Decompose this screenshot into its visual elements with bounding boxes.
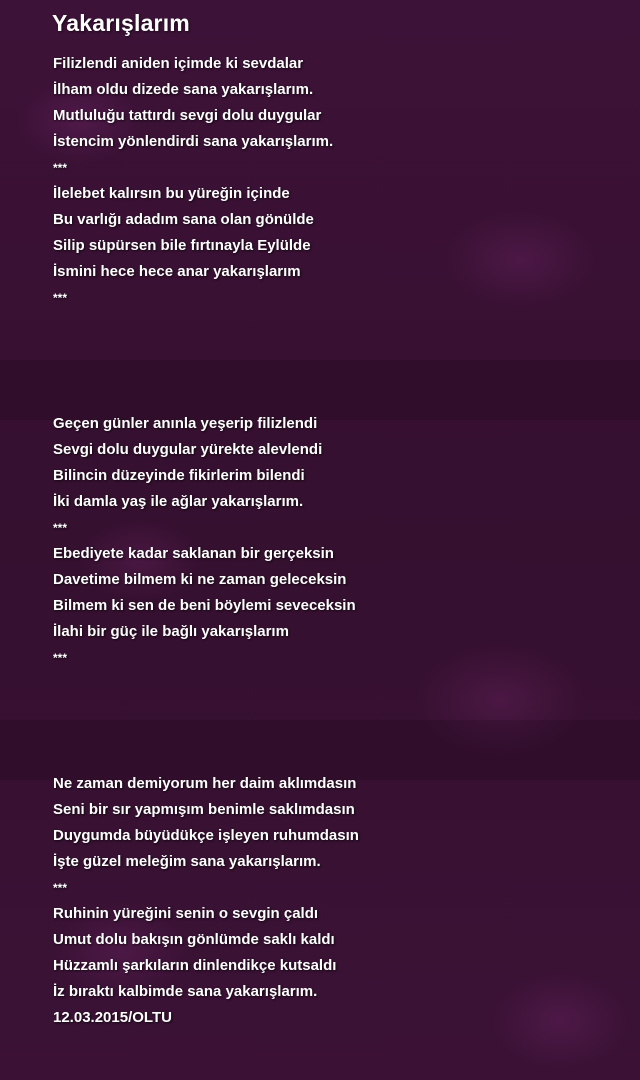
- poem-line: Seni bir sır yapmışım benimle saklımdasın: [53, 801, 355, 818]
- poem-line: Filizlendi aniden içimde ki sevdalar: [53, 55, 304, 72]
- poem-line: Hüzzamlı şarkıların dinlendikçe kutsaldı: [53, 957, 337, 974]
- poem-line: Duygumda büyüdükçe işleyen ruhumdasın: [53, 827, 359, 844]
- poem-line: Bilincin düzeyinde fikirlerim bilendi: [53, 467, 305, 484]
- poem-title: Yakarışlarım: [52, 10, 190, 36]
- poem-line: Bilmem ki sen de beni böylemi seveceksin: [53, 597, 356, 614]
- poem-line: İki damla yaş ile ağlar yakarışlarım.: [53, 493, 304, 510]
- poem-line: Geçen günler anınla yeşerip filizlendi: [53, 415, 318, 432]
- poem-block-3: [53, 771, 613, 1031]
- poem-line: Sevgi dolu duygular yürekte alevlendi: [53, 441, 323, 458]
- poem-line: İlelebet kalırsın bu yüreğin içinde: [53, 185, 290, 202]
- poem-line: İşte güzel meleğim sana yakarışlarım.: [53, 853, 321, 870]
- poem-line: Silip süpürsen bile fırtınayla Eylülde: [53, 237, 311, 254]
- poem-line: Ruhinin yüreğini senin o sevgin çaldı: [53, 905, 319, 922]
- poem-line: Ne zaman demiyorum her daim aklımdasın: [53, 775, 357, 792]
- poem-line: Bu varlığı adadım sana olan gönülde: [53, 211, 314, 228]
- stanza-separator: ***: [53, 651, 68, 665]
- poem-block-1: [53, 51, 613, 311]
- poem-line: İsmini hece hece anar yakarışlarım: [53, 263, 301, 280]
- poem-line: Umut dolu bakışın gönlümde saklı kaldı: [53, 931, 335, 948]
- poem-line: Davetime bilmem ki ne zaman geleceksin: [53, 571, 347, 588]
- poem-line: İstencim yönlendirdi sana yakarışlarım.: [53, 133, 334, 150]
- poem-block-2: [53, 411, 613, 671]
- stanza-separator: ***: [53, 291, 68, 305]
- stanza-separator: ***: [53, 521, 68, 535]
- stanza-separator: ***: [53, 161, 68, 175]
- poem-line: Ebediyete kadar saklanan bir gerçeksin: [53, 545, 334, 562]
- stanza-separator: ***: [53, 881, 68, 895]
- poem-line: İlahi bir güç ile bağlı yakarışlarım: [53, 623, 289, 640]
- poem-line: İlham oldu dizede sana yakarışlarım.: [53, 81, 314, 98]
- poem-line: Mutluluğu tattırdı sevgi dolu duygular: [53, 107, 322, 124]
- poem-date-signature: 12.03.2015/OLTU: [53, 1009, 172, 1026]
- poem-line: İz bıraktı kalbimde sana yakarışlarım.: [53, 983, 318, 1000]
